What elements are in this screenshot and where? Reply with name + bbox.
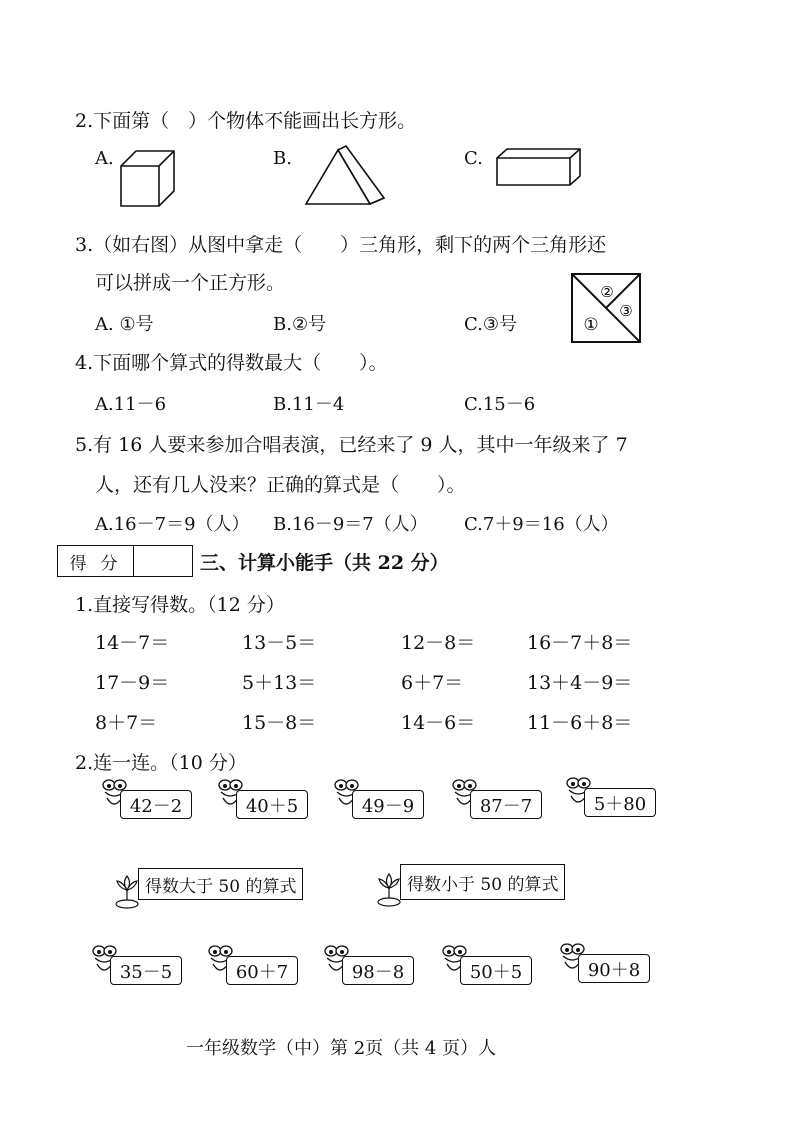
cube-shape (118, 148, 178, 208)
category-box: 得数小于 50 的算式 (400, 864, 565, 900)
q4-option-a: A.11－6 (95, 394, 167, 415)
q5-option-a: A.16－7＝9（人） (95, 514, 250, 535)
triangular-prism-shape (300, 142, 390, 208)
lotus-icon (376, 872, 402, 908)
q2-option-c: C. (464, 148, 483, 169)
figure-label-2: ② (600, 283, 614, 301)
figure-label-3: ③ (619, 302, 633, 320)
tangram-square-figure (570, 272, 642, 344)
q5-stem-line1: 5.有 16 人要来参加合唱表演，已经来了 9 人，其中一年级来了 7 (75, 434, 628, 456)
calc-item: 14－7＝ (95, 632, 170, 654)
q4-option-c: C.15－6 (464, 394, 536, 415)
calc-item: 14－6＝ (401, 712, 476, 734)
q3-option-c: C.③号 (464, 314, 517, 335)
q2-option-a: A. (95, 148, 114, 169)
expression-box: 50＋5 (460, 956, 532, 985)
calc-title: 1.直接写得数。（12 分） (75, 594, 285, 616)
frog-card-top-5[interactable] (566, 776, 661, 816)
expression-box: 35－5 (110, 956, 182, 985)
calc-item: 13＋4－9＝ (527, 672, 633, 694)
q4-stem: 4.下面哪个算式的得数最大（ ）。 (75, 352, 388, 374)
calc-item: 12－8＝ (401, 632, 476, 654)
calc-item: 6＋7＝ (401, 672, 464, 694)
frog-card-top-2[interactable] (218, 778, 313, 818)
score-label: 得分 (58, 546, 134, 576)
calc-item: 13－5＝ (242, 632, 317, 654)
frog-card-bottom-4[interactable] (442, 944, 537, 984)
q3-stem-line1: 3.（如右图）从图中拿走（ ）三角形，剩下的两个三角形还 (75, 234, 607, 256)
page-footer: 一年级数学（中）第 2页（共 4 页）人 (186, 1038, 497, 1059)
score-box (57, 545, 193, 577)
expression-box: 60＋7 (226, 956, 298, 985)
frog-card-bottom-5[interactable] (560, 942, 655, 982)
expression-box: 49－9 (352, 790, 424, 819)
q2-stem: 2.下面第（ ）个物体不能画出长方形。 (75, 110, 417, 132)
cuboid-shape (494, 146, 584, 188)
figure-label-1: ① (583, 315, 599, 335)
expression-box: 90＋8 (578, 954, 650, 983)
expression-box: 98－8 (342, 956, 414, 985)
q3-option-b: B.②号 (273, 314, 327, 335)
q2-option-b: B. (273, 148, 292, 169)
q5-option-c: C.7＋9＝16（人） (464, 514, 619, 535)
q5-option-b: B.16－9＝7（人） (273, 514, 428, 535)
calc-item: 15－8＝ (242, 712, 317, 734)
category-box: 得数大于 50 的算式 (138, 868, 303, 900)
q5-stem-line2: 人，还有几人没来？正确的算式是（ ）。 (95, 474, 466, 496)
calc-item: 8＋7＝ (95, 712, 158, 734)
section-title: 三、计算小能手（共 22 分） (200, 552, 449, 574)
lotus-icon (114, 874, 140, 910)
frog-card-top-4[interactable] (452, 778, 547, 818)
calc-item: 17－9＝ (95, 672, 170, 694)
calc-item: 11－6＋8＝ (527, 712, 633, 734)
calc-item: 16－7＋8＝ (527, 632, 633, 654)
frog-card-bottom-1[interactable] (92, 944, 187, 984)
expression-box: 40＋5 (236, 790, 308, 819)
calc-item: 5＋13＝ (242, 672, 317, 694)
q3-option-a: A. ①号 (95, 314, 154, 335)
expression-box: 42－2 (120, 790, 192, 819)
frog-card-top-3[interactable] (334, 778, 429, 818)
frog-card-bottom-3[interactable] (324, 944, 419, 984)
connect-title: 2.连一连。（10 分） (75, 752, 247, 774)
expression-box: 87－7 (470, 790, 542, 819)
frog-card-bottom-2[interactable] (208, 944, 303, 984)
score-blank[interactable] (134, 546, 192, 576)
expression-box: 5＋80 (584, 788, 656, 817)
frog-card-top-1[interactable] (102, 778, 197, 818)
q4-option-b: B.11－4 (273, 394, 345, 415)
q3-stem-line2: 可以拼成一个正方形。 (95, 272, 286, 294)
